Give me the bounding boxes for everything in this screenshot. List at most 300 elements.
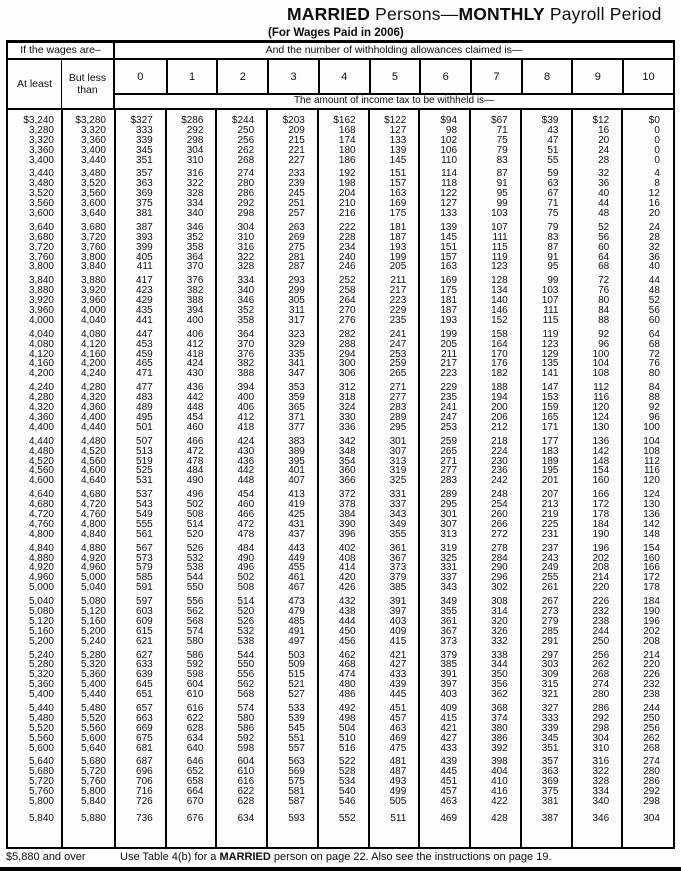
but-less-header: But less than — [62, 60, 115, 108]
tax-amount: 406 — [237, 402, 255, 414]
tax-amount: 561 — [136, 528, 153, 540]
tax-amount: 334 — [237, 275, 255, 287]
tax-amount: 669 — [136, 722, 153, 734]
tax-amount: 119 — [491, 251, 508, 263]
table-footer — [6, 851, 675, 863]
wage-but-less: 5,440 — [80, 689, 106, 701]
tax-amount: 425 — [288, 508, 305, 520]
tax-amount: 555 — [136, 518, 153, 530]
withholding-table — [6, 40, 675, 849]
tax-amount: 171 — [541, 421, 559, 433]
tax-amount: 148 — [592, 455, 610, 467]
tax-amount: 152 — [491, 314, 508, 326]
tax-amount: 254 — [491, 499, 508, 511]
wage-at-least: 4,920 — [28, 562, 54, 574]
tax-amount: 533 — [288, 702, 305, 714]
tax-amount: 257 — [288, 208, 305, 220]
tax-amount: 79 — [496, 144, 508, 156]
tax-amount: 510 — [338, 732, 356, 744]
wage-but-less: 3,480 — [80, 168, 106, 180]
tax-amount: 166 — [643, 562, 660, 574]
tax-amount: 261 — [541, 582, 559, 594]
tax-amount: 325 — [440, 552, 458, 564]
tax-amount: 243 — [541, 552, 559, 564]
wage-but-less: 5,200 — [80, 625, 106, 637]
tax-amount: 265 — [440, 445, 458, 457]
tax-amount: 310 — [237, 231, 255, 243]
tax-amount: 210 — [338, 198, 356, 210]
tax-amount: 448 — [186, 402, 204, 414]
tax-amount: 420 — [338, 572, 356, 584]
wage-but-less: 3,560 — [80, 188, 106, 200]
tax-amount: 390 — [338, 518, 356, 530]
tax-amount: 51 — [547, 144, 559, 156]
tax-amount: 40 — [598, 188, 610, 200]
tax-amount: 202 — [592, 552, 610, 564]
tax-amount: 363 — [136, 178, 153, 190]
wage-at-least: 4,520 — [28, 455, 54, 467]
allowance-col-header: 7 — [470, 60, 521, 93]
tax-amount: 240 — [338, 251, 356, 263]
tax-amount: 416 — [491, 786, 508, 798]
wage-but-less: 4,800 — [80, 518, 106, 530]
tax-amount: 706 — [136, 776, 153, 788]
wage-but-less: 5,720 — [80, 766, 106, 778]
tax-amount: 475 — [389, 742, 407, 754]
wage-at-least: 5,840 — [28, 812, 54, 824]
row-group — [8, 490, 673, 539]
tax-amount: 298 — [186, 134, 204, 146]
tax-amount: 231 — [541, 528, 559, 540]
wage-but-less: 5,080 — [80, 596, 106, 608]
tax-amount: 320 — [491, 615, 508, 627]
tax-amount: 227 — [288, 154, 305, 166]
tax-amount: 347 — [288, 368, 305, 380]
tax-amount: 399 — [136, 241, 153, 253]
tax-amount: 229 — [440, 382, 458, 394]
wage-at-least: 4,120 — [28, 348, 54, 360]
tax-amount: 147 — [541, 382, 559, 394]
tax-amount: 216 — [338, 208, 356, 220]
tax-amount: 242 — [491, 475, 508, 487]
tax-amount: 16 — [648, 198, 660, 210]
tax-amount: 328 — [592, 776, 610, 788]
tax-amount: 484 — [237, 542, 255, 554]
wage-but-less: 5,160 — [80, 615, 106, 627]
tax-amount: 182 — [491, 368, 508, 380]
tax-amount: 56 — [598, 231, 610, 243]
tax-amount: 657 — [136, 702, 153, 714]
tax-amount: 127 — [440, 198, 458, 210]
tax-amount: 145 — [440, 231, 458, 243]
wage-but-less: 4,840 — [80, 528, 106, 540]
tax-amount: 145 — [389, 154, 407, 166]
table-row — [8, 209, 673, 219]
tax-amount: 353 — [288, 382, 305, 394]
tax-amount: 586 — [186, 649, 204, 661]
tax-amount: 174 — [338, 134, 356, 146]
tax-amount: 726 — [136, 796, 153, 807]
tax-amount: 326 — [491, 625, 508, 637]
tax-amount: 467 — [288, 582, 305, 594]
tax-amount: 277 — [440, 465, 458, 477]
tax-amount: 163 — [389, 188, 407, 200]
table-body — [8, 110, 673, 847]
tax-amount: 478 — [237, 528, 255, 540]
wage-but-less: 4,880 — [80, 542, 106, 554]
tax-amount: 134 — [491, 285, 508, 297]
wage-at-least: 5,240 — [28, 649, 54, 661]
tax-amount: 415 — [440, 712, 458, 724]
tax-amount: 471 — [136, 368, 153, 380]
tax-amount: 389 — [288, 445, 305, 457]
wage-but-less: 4,600 — [80, 465, 106, 477]
wage-at-least: 5,440 — [28, 702, 54, 714]
tax-amount: 519 — [136, 455, 153, 467]
tax-amount: 579 — [136, 562, 153, 574]
tax-amount: $39 — [541, 115, 559, 126]
tax-amount: 339 — [541, 722, 559, 734]
tax-amount: 141 — [541, 368, 559, 380]
tax-amount: 473 — [288, 596, 305, 608]
tax-amount: 154 — [592, 465, 610, 477]
tax-amount: 373 — [440, 635, 458, 647]
tax-amount: 24 — [598, 144, 610, 156]
tax-amount: 369 — [136, 188, 153, 200]
tax-amount: 32 — [598, 168, 610, 180]
tax-amount: 164 — [491, 338, 508, 350]
wage-but-less: 4,720 — [80, 499, 106, 511]
tax-amount: 333 — [541, 712, 559, 724]
tax-amount: 24 — [648, 221, 660, 233]
wage-at-least: 4,320 — [28, 402, 54, 414]
tax-amount: 581 — [288, 786, 305, 798]
tax-amount: 99 — [547, 275, 559, 287]
tax-amount: 226 — [592, 596, 610, 608]
tax-amount: 447 — [136, 328, 153, 340]
wage-at-least: 5,400 — [28, 689, 54, 701]
tax-amount: 67 — [547, 188, 559, 200]
tax-amount: 373 — [389, 562, 407, 574]
tax-amount: 205 — [440, 338, 458, 350]
tax-amount: 76 — [648, 358, 660, 370]
tax-amount: 245 — [288, 188, 305, 200]
tax-amount: 423 — [136, 285, 153, 297]
tax-amount: 557 — [288, 742, 305, 754]
wage-but-less: 3,840 — [80, 261, 106, 273]
tax-amount: 288 — [338, 338, 356, 350]
tax-amount: 469 — [440, 812, 458, 824]
tax-amount: 376 — [237, 348, 255, 360]
tax-amount: 286 — [592, 702, 610, 714]
tax-amount: 687 — [136, 756, 153, 768]
wage-but-less: 4,920 — [80, 552, 106, 564]
row-group — [8, 704, 673, 753]
wage-but-less: 4,160 — [80, 348, 106, 360]
tax-amount: 341 — [288, 358, 305, 370]
tax-amount: 207 — [541, 489, 559, 501]
tax-amount: 36 — [598, 178, 610, 190]
tax-amount: 360 — [338, 465, 356, 477]
tax-amount: 410 — [491, 776, 508, 788]
tax-amount: 248 — [491, 489, 508, 501]
tax-amount: 621 — [136, 635, 153, 647]
tax-amount: 424 — [237, 435, 255, 447]
tax-amount: 115 — [542, 314, 559, 326]
tax-amount: 346 — [592, 812, 610, 824]
tax-amount: 307 — [440, 518, 458, 530]
tax-amount: 439 — [440, 756, 458, 768]
wage-at-least: 3,280 — [28, 124, 54, 136]
tax-amount: 457 — [440, 786, 458, 798]
tax-amount: 544 — [237, 649, 255, 661]
tax-amount: 627 — [136, 649, 153, 661]
tax-amount: 80 — [648, 368, 660, 380]
tax-amount: 209 — [288, 124, 305, 136]
tax-amount: 235 — [389, 314, 407, 326]
tax-amount: 372 — [338, 489, 356, 501]
tax-amount: 87 — [496, 168, 508, 180]
title-married: MARRIED — [287, 4, 371, 24]
tax-amount: 71 — [547, 198, 559, 210]
tax-amount: 151 — [389, 168, 407, 180]
wage-at-least: 4,200 — [28, 368, 54, 380]
wage-but-less: 3,680 — [80, 221, 106, 233]
tax-amount: 204 — [338, 188, 356, 200]
allowance-columns-header — [115, 60, 673, 108]
tax-amount: 183 — [541, 445, 559, 457]
tax-amount: 193 — [389, 241, 407, 253]
wage-at-least: 3,640 — [28, 221, 54, 233]
tax-amount: 333 — [136, 124, 153, 136]
tax-amount: 319 — [440, 542, 458, 554]
wage-but-less: 5,280 — [80, 649, 106, 661]
tax-amount: 79 — [547, 221, 559, 233]
allowance-col-header: 10 — [622, 60, 673, 93]
allowance-col-header: 6 — [419, 60, 470, 93]
tax-amount: 304 — [237, 221, 255, 233]
wage-at-least: 5,760 — [28, 786, 54, 798]
wage-but-less: 4,120 — [80, 338, 106, 350]
tax-amount: 604 — [237, 756, 255, 768]
tax-amount: 442 — [186, 392, 204, 404]
tax-amount: 587 — [288, 796, 305, 807]
tax-amount: 277 — [389, 392, 407, 404]
allowances-header: And the number of withholding allowances claimed is— — [265, 44, 523, 56]
tax-amount: 290 — [491, 562, 508, 574]
tax-amount: 116 — [593, 392, 610, 404]
tax-amount: 345 — [541, 732, 559, 744]
tax-amount: 461 — [288, 572, 305, 584]
tax-amount: 367 — [389, 552, 407, 564]
tax-amount: 268 — [237, 154, 255, 166]
tax-amount: 450 — [338, 625, 356, 637]
tax-amount: 359 — [288, 392, 305, 404]
tax-amount: 187 — [389, 231, 407, 243]
tax-amount: 88 — [598, 314, 610, 326]
tax-amount: 521 — [288, 679, 305, 691]
tax-amount: 286 — [643, 776, 660, 788]
wage-but-less: 5,360 — [80, 669, 106, 681]
wage-at-least: 5,560 — [28, 732, 54, 744]
tax-amount: 48 — [648, 285, 660, 297]
tax-amount: 201 — [541, 475, 559, 487]
tax-amount: 331 — [440, 562, 458, 574]
tax-amount: 133 — [440, 208, 458, 220]
tax-amount: 445 — [389, 689, 407, 701]
tax-amount: 496 — [186, 489, 204, 501]
table-row — [8, 262, 673, 272]
tax-amount: 92 — [598, 328, 610, 340]
tax-amount: 414 — [338, 562, 356, 574]
tax-amount: 357 — [136, 168, 153, 180]
tax-amount: 478 — [186, 455, 204, 467]
wages-header: If the wages are– — [8, 43, 115, 58]
tax-amount: 459 — [136, 348, 153, 360]
tax-amount: 381 — [541, 796, 559, 807]
tax-amount: 166 — [592, 489, 610, 501]
tax-amount: 165 — [541, 411, 559, 423]
tax-amount: 98 — [445, 124, 458, 136]
tax-amount: 466 — [237, 508, 255, 520]
tax-amount: 480 — [338, 679, 356, 691]
tax-amount: 253 — [389, 348, 407, 360]
tax-amount: 289 — [389, 411, 407, 423]
tax-amount: 223 — [440, 368, 458, 380]
tax-amount: 0 — [654, 144, 660, 156]
tax-amount: 104 — [643, 435, 660, 447]
tax-amount: 215 — [288, 134, 305, 146]
table-row — [8, 369, 673, 379]
tax-amount: 394 — [237, 382, 255, 394]
tax-amount: 292 — [592, 712, 610, 724]
tax-amount: 208 — [592, 562, 610, 574]
tax-amount: 214 — [643, 649, 660, 661]
tax-amount: 397 — [440, 679, 458, 691]
tax-amount: 284 — [491, 552, 508, 564]
wage-but-less: 3,920 — [80, 285, 106, 297]
tax-amount: 331 — [389, 489, 407, 501]
tax-amount: 435 — [136, 305, 153, 317]
tax-amount: 194 — [491, 392, 508, 404]
wage-but-less: 4,040 — [80, 314, 106, 326]
tax-amount: 168 — [338, 124, 356, 136]
tax-amount: 108 — [592, 368, 610, 380]
tax-amount: 159 — [541, 402, 559, 414]
tax-amount: 188 — [491, 382, 508, 394]
tax-amount: 119 — [542, 328, 559, 340]
tax-amount: 455 — [288, 562, 305, 574]
tax-amount: $203 — [282, 115, 305, 126]
tax-amount: 198 — [338, 178, 356, 190]
bottom-rule — [0, 867, 681, 871]
wage-but-less: 5,800 — [80, 786, 106, 798]
tax-amount: 463 — [440, 796, 458, 807]
tax-amount: 120 — [643, 475, 660, 487]
tax-amount: 531 — [136, 475, 153, 487]
tax-amount: 303 — [541, 659, 559, 671]
wage-at-least: 5,200 — [28, 635, 54, 647]
tax-amount: 592 — [237, 732, 255, 744]
tax-amount: 312 — [338, 382, 356, 394]
tax-amount: 223 — [389, 295, 407, 307]
tax-amount: 676 — [186, 812, 204, 824]
tax-amount: 616 — [186, 702, 204, 714]
tax-amount: 285 — [541, 625, 559, 637]
tax-amount: 305 — [288, 295, 305, 307]
tax-amount: 351 — [136, 154, 153, 166]
tax-amount: 472 — [237, 518, 255, 530]
tax-amount: 44 — [598, 198, 610, 210]
tax-amount: 652 — [186, 766, 204, 778]
wage-but-less: 4,400 — [80, 411, 106, 423]
tax-amount: 214 — [592, 572, 610, 584]
tax-amount: 343 — [389, 508, 407, 520]
tax-amount: 195 — [541, 465, 559, 477]
tax-amount: 75 — [547, 208, 559, 220]
tax-amount: 493 — [389, 776, 407, 788]
tax-amount: 268 — [592, 669, 610, 681]
wage-but-less: 4,000 — [80, 305, 106, 317]
tax-amount: 528 — [338, 766, 356, 778]
tax-amount: 142 — [643, 518, 660, 530]
tax-amount: 102 — [440, 134, 458, 146]
tax-amount: 329 — [288, 338, 305, 350]
tax-amount: 361 — [440, 615, 458, 627]
tax-amount: 346 — [186, 221, 204, 233]
tax-amount: 424 — [186, 358, 204, 370]
tax-amount: 546 — [338, 796, 356, 807]
tax-amount: 8 — [654, 178, 660, 190]
tax-amount: 71 — [496, 124, 508, 136]
tax-amount: 0 — [654, 154, 660, 166]
wage-but-less: 3,600 — [80, 198, 106, 210]
tax-amount: 184 — [643, 596, 660, 608]
tax-amount: 268 — [643, 742, 660, 754]
tax-amount: 445 — [440, 766, 458, 778]
tax-amount: 367 — [440, 625, 458, 637]
tax-amount: 280 — [592, 689, 610, 701]
wage-at-least: 5,680 — [28, 766, 54, 778]
tax-amount: 386 — [491, 732, 508, 744]
tax-amount: 404 — [491, 766, 508, 778]
tax-amount: 556 — [237, 669, 255, 681]
tax-amount: 200 — [491, 402, 508, 414]
tax-amount: 304 — [186, 144, 204, 156]
wage-at-least: 5,360 — [28, 679, 54, 691]
tax-amount: 507 — [136, 435, 153, 447]
tax-amount: 508 — [237, 582, 255, 594]
tax-amount: 449 — [288, 552, 305, 564]
tax-amount: 256 — [237, 134, 255, 146]
tax-amount: 532 — [237, 625, 255, 637]
tax-amount: 287 — [288, 261, 305, 273]
tax-amount: 543 — [136, 499, 153, 511]
tax-amount: 192 — [338, 168, 356, 180]
tax-amount: 249 — [541, 562, 559, 574]
tax-amount: 337 — [389, 499, 407, 511]
tax-amount: 338 — [491, 649, 508, 661]
tax-amount: 16 — [598, 124, 610, 136]
tax-amount: 176 — [491, 358, 508, 370]
tax-amount: 408 — [338, 552, 356, 564]
tax-amount: 271 — [389, 382, 407, 394]
tax-amount: 334 — [592, 786, 610, 798]
wage-at-least: 4,480 — [28, 445, 54, 457]
tax-amount: 219 — [541, 508, 559, 520]
tax-amount: 670 — [186, 796, 204, 807]
tax-amount: 402 — [338, 542, 356, 554]
